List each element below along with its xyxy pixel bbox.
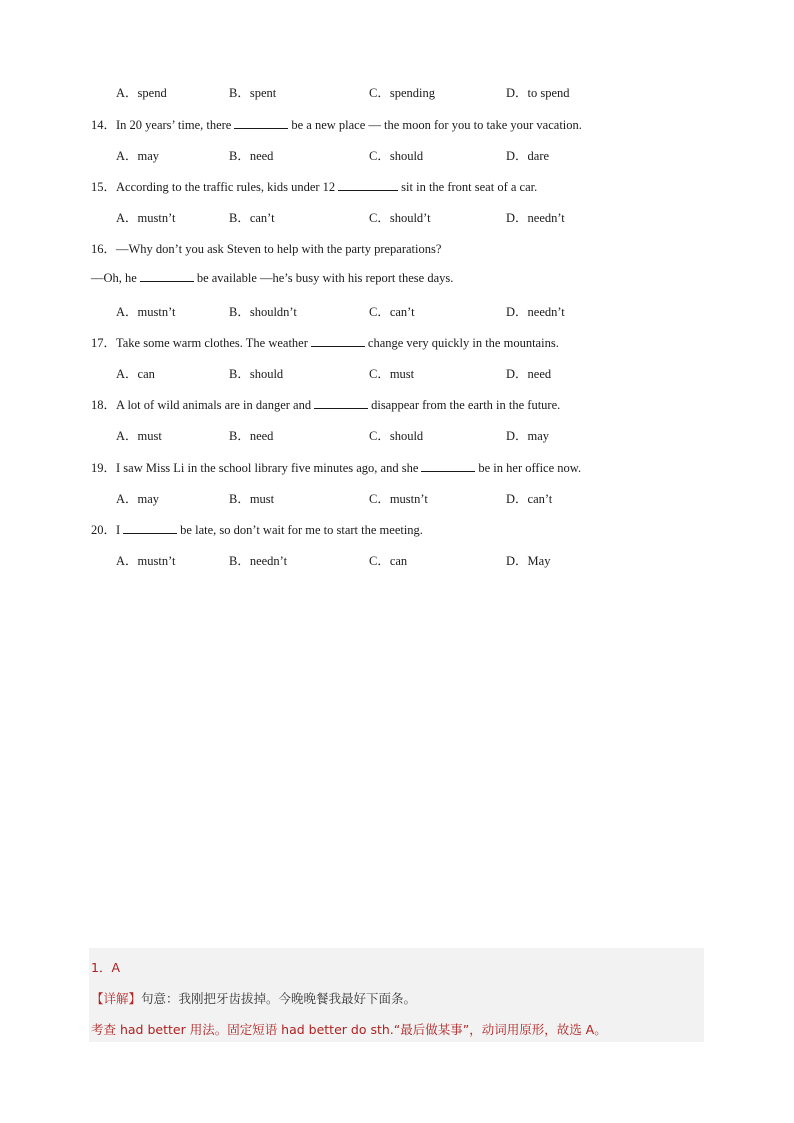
option-d: D．need xyxy=(506,367,552,381)
question-20 xyxy=(91,520,423,538)
options-q18 xyxy=(116,426,676,442)
explanation-label: 【详解】 xyxy=(91,991,142,1006)
options-q14 xyxy=(116,146,676,162)
option-c: C．should’t xyxy=(369,211,431,225)
option-b: B．need xyxy=(229,429,274,443)
question-stem-end: be late, so don’t wait for me to start the meeting. xyxy=(180,523,423,537)
question-stem-end: change very quickly in the mountains. xyxy=(367,336,559,350)
question-14 xyxy=(91,115,582,133)
option-a: A．mustn’t xyxy=(116,211,176,225)
question-16 xyxy=(91,239,441,257)
option-c: C．can’t xyxy=(369,305,415,319)
option-c: C．mustn’t xyxy=(369,492,428,506)
question-18 xyxy=(91,395,560,413)
option-c: C．should xyxy=(369,149,424,163)
options-q16 xyxy=(116,302,676,318)
option-b: B．shouldn’t xyxy=(229,305,297,319)
answer-blank xyxy=(234,117,288,129)
answer-blank xyxy=(338,179,398,191)
answer-blank xyxy=(421,460,475,472)
option-c: C．should xyxy=(369,429,424,443)
option-a: A．mustn’t xyxy=(116,554,176,568)
question-17 xyxy=(91,333,559,351)
options-q19 xyxy=(116,489,676,505)
option-d: D．may xyxy=(506,429,550,443)
answer-key: 1．A xyxy=(91,960,121,975)
option-c: C．must xyxy=(369,367,415,381)
answer-explanation-box xyxy=(89,948,704,1042)
question-stem: —Oh, he xyxy=(91,271,137,285)
option-a: A．must xyxy=(116,429,162,443)
option-c: C．can xyxy=(369,554,408,568)
options-q13 xyxy=(116,83,676,99)
option-b: B．need xyxy=(229,149,274,163)
option-a: A．spend xyxy=(116,86,167,100)
question-stem-end: be a new place — the moon for you to take your vacation. xyxy=(291,118,582,132)
question-15 xyxy=(91,177,537,195)
option-d: D．to spend xyxy=(506,86,570,100)
option-a: A．mustn’t xyxy=(116,305,176,319)
question-stem: 19．I saw Miss Li in the school library five minutes ago, and she xyxy=(91,461,419,475)
explanation-line xyxy=(91,989,416,1007)
option-a: A．may xyxy=(116,492,160,506)
sentence-meaning: 句意：我刚把牙齿拔掉。今晚晚餐我最好下面条。 xyxy=(141,991,417,1006)
option-b: B．can’t xyxy=(229,211,275,225)
question-stem: 18．A lot of wild animals are in danger and xyxy=(91,398,312,412)
question-stem: 17．Take some warm clothes. The weather xyxy=(91,336,308,350)
question-stem-end: be in her office now. xyxy=(478,461,582,475)
explanation-detail: 考查 had better 用法。固定短语 had better do sth.“最后做某事”，动词用原形，故选 A。 xyxy=(91,1022,607,1037)
option-b: B．should xyxy=(229,367,284,381)
question-stem: 16．—Why don’t you ask Steven to help with the party preparations? xyxy=(91,242,442,256)
option-d: D．May xyxy=(506,554,551,568)
question-16-reply xyxy=(91,270,453,286)
option-a: A．may xyxy=(116,149,160,163)
options-q15 xyxy=(116,208,676,224)
question-stem: 14．In 20 years’ time, there xyxy=(91,118,232,132)
option-a: A．can xyxy=(116,367,155,381)
question-stem: 20．I xyxy=(91,523,121,537)
question-19 xyxy=(91,458,581,476)
options-q17 xyxy=(116,364,676,380)
answer-blank xyxy=(140,270,194,282)
option-d: D．can’t xyxy=(506,492,553,506)
question-stem-end: disappear from the earth in the future. xyxy=(371,398,561,412)
option-b: B．needn’t xyxy=(229,554,288,568)
answer-blank xyxy=(123,522,177,534)
options-q20 xyxy=(116,551,676,567)
option-d: D．needn’t xyxy=(506,211,565,225)
option-d: D．dare xyxy=(506,149,550,163)
question-stem-end: sit in the front seat of a car. xyxy=(401,180,538,194)
question-stem-end: be available —he’s busy with his report these days. xyxy=(196,271,454,285)
answer-blank xyxy=(311,335,365,347)
option-d: D．needn’t xyxy=(506,305,565,319)
answer-blank xyxy=(314,397,368,409)
option-c: C．spending xyxy=(369,86,435,100)
option-b: B．spent xyxy=(229,86,277,100)
question-stem: 15．According to the traffic rules, kids under 12 xyxy=(91,180,336,194)
option-b: B．must xyxy=(229,492,275,506)
